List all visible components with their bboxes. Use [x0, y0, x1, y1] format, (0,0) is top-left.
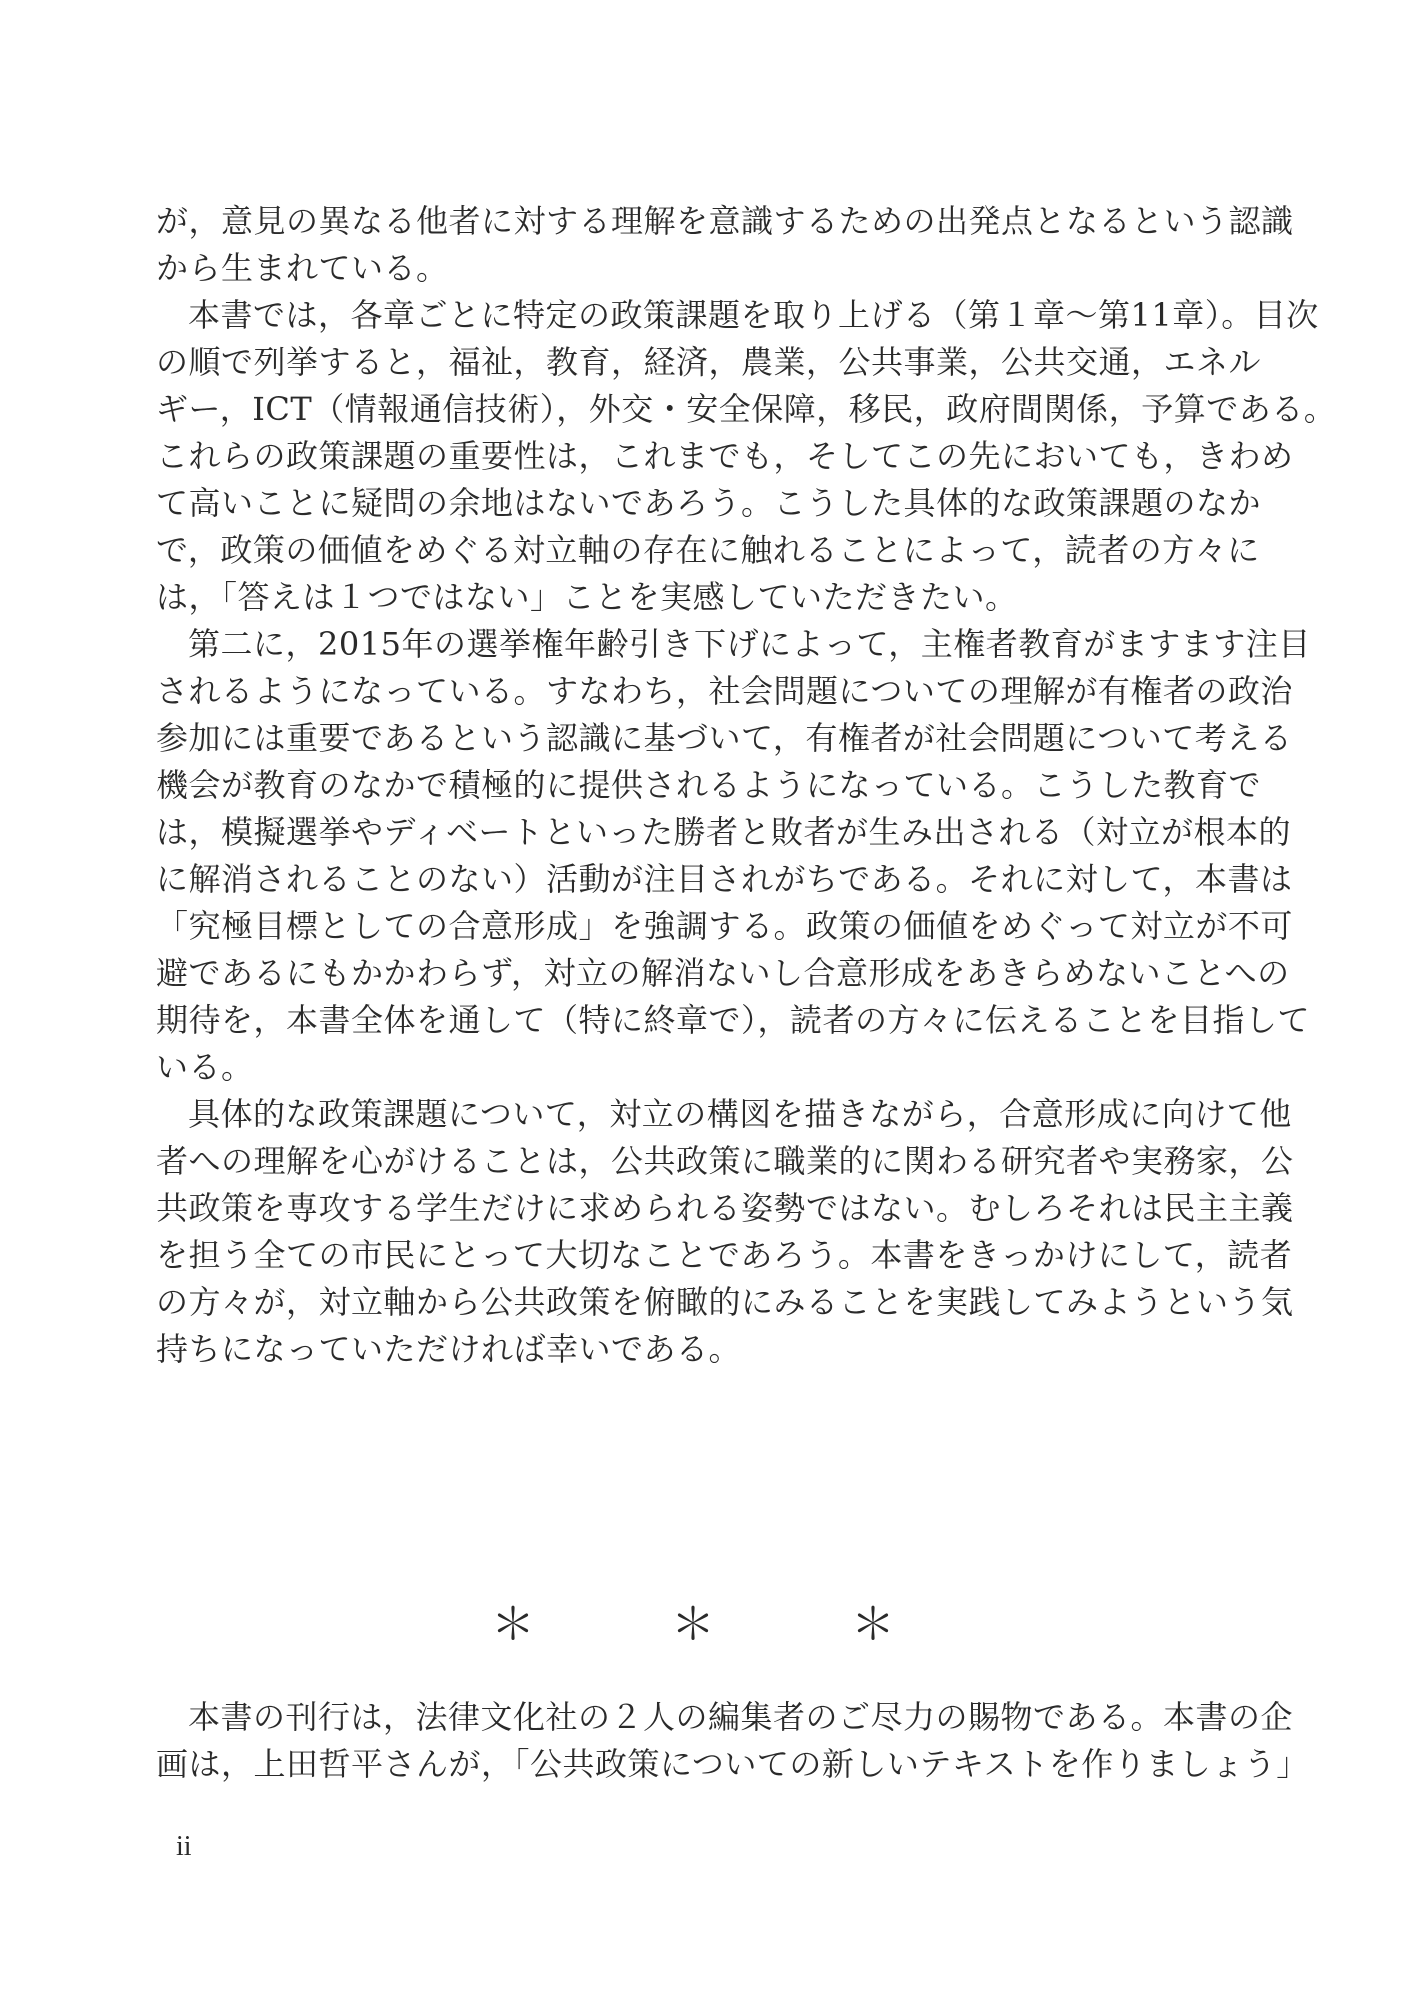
text-line: ギー，ICT（情報通信技術），外交・安全保障，移民，政府間関係，予算である。 — [156, 390, 1337, 428]
paragraph-start-line: 具体的な政策課題について，対立の構図を描きながら，合意形成に向けて他 — [188, 1095, 1292, 1133]
acknowledgment-body — [156, 1694, 1309, 1788]
asterisk-icon: ＊ — [491, 1599, 535, 1650]
asterisk-icon: ＊ — [671, 1599, 715, 1650]
text-line: いる。 — [156, 1048, 254, 1086]
text-line: 者への理解を心がけることは，公共政策に職業的に関わる研究者や実務家，公 — [156, 1142, 1294, 1180]
text-line: これらの政策課題の重要性は，これまでも，そしてこの先においても，きわめ — [156, 437, 1294, 475]
text-line: から生まれている。 — [156, 249, 449, 287]
page-number: ii — [176, 1831, 192, 1862]
text-line: されるようになっている。すなわち，社会問題についての理解が有権者の政治 — [156, 672, 1293, 710]
text-line: は，「答えは１つではない」ことを実感していただきたい。 — [156, 578, 1018, 616]
text-line: 共政策を専攻する学生だけに求められる姿勢ではない。むしろそれは民主主義 — [156, 1189, 1294, 1227]
text-line: 持ちになっていただければ幸いである。 — [156, 1330, 742, 1368]
text-line: の方々が，対立軸から公共政策を俯瞰的にみることを実践してみようという気 — [156, 1283, 1294, 1321]
text-line: は，模擬選挙やディベートといった勝者と敗者が生み出される（対立が根本的 — [156, 813, 1291, 851]
preface-body — [156, 198, 1337, 1373]
text-line: を担う全ての市民にとって大切なことであろう。本書をきっかけにして，読者 — [156, 1236, 1293, 1274]
paragraph-start-line: 本書では，各章ごとに特定の政策課題を取り上げる（第１章〜第11章）。目次 — [188, 296, 1319, 334]
text-line: の順で列挙すると，福祉，教育，経済，農業，公共事業，公共交通，エネル — [156, 343, 1262, 381]
section-divider — [0, 1600, 1412, 1650]
text-line: 参加には重要であるという認識に基づいて，有権者が社会問題について考える — [156, 719, 1293, 757]
paragraph-start-line: 本書の刊行は，法律文化社の２人の編集者のご尽力の賜物である。本書の企 — [188, 1698, 1294, 1736]
text-line: で，政策の価値をめぐる対立軸の存在に触れることによって，読者の方々に — [156, 531, 1260, 569]
text-line: 避であるにもかかわらず，対立の解消ないし合意形成をあきらめないことへの — [156, 954, 1290, 992]
text-line: 「究極目標としての合意形成」を強調する。政策の価値をめぐって対立が不可 — [156, 907, 1293, 945]
paragraph-start-line: 第二に，2015年の選挙権年齢引き下げによって，主権者教育がますます注目 — [188, 625, 1311, 663]
text-line: 機会が教育のなかで積極的に提供されるようになっている。こうした教育で — [156, 766, 1262, 804]
text-line: が，意見の異なる他者に対する理解を意識するための出発点となるという認識 — [156, 202, 1294, 240]
asterisk-icon: ＊ — [851, 1599, 895, 1650]
text-line: 期待を，本書全体を通して（特に終章で），読者の方々に伝えることを目指して — [156, 1001, 1311, 1039]
text-line: 画は，上田哲平さんが，「公共政策についての新しいテキストを作りましょう」 — [156, 1745, 1309, 1783]
text-line: に解消されることのない）活動が注目されがちである。それに対して，本書は — [156, 860, 1293, 898]
text-line: て高いことに疑問の余地はないであろう。こうした具体的な政策課題のなか — [156, 484, 1262, 522]
